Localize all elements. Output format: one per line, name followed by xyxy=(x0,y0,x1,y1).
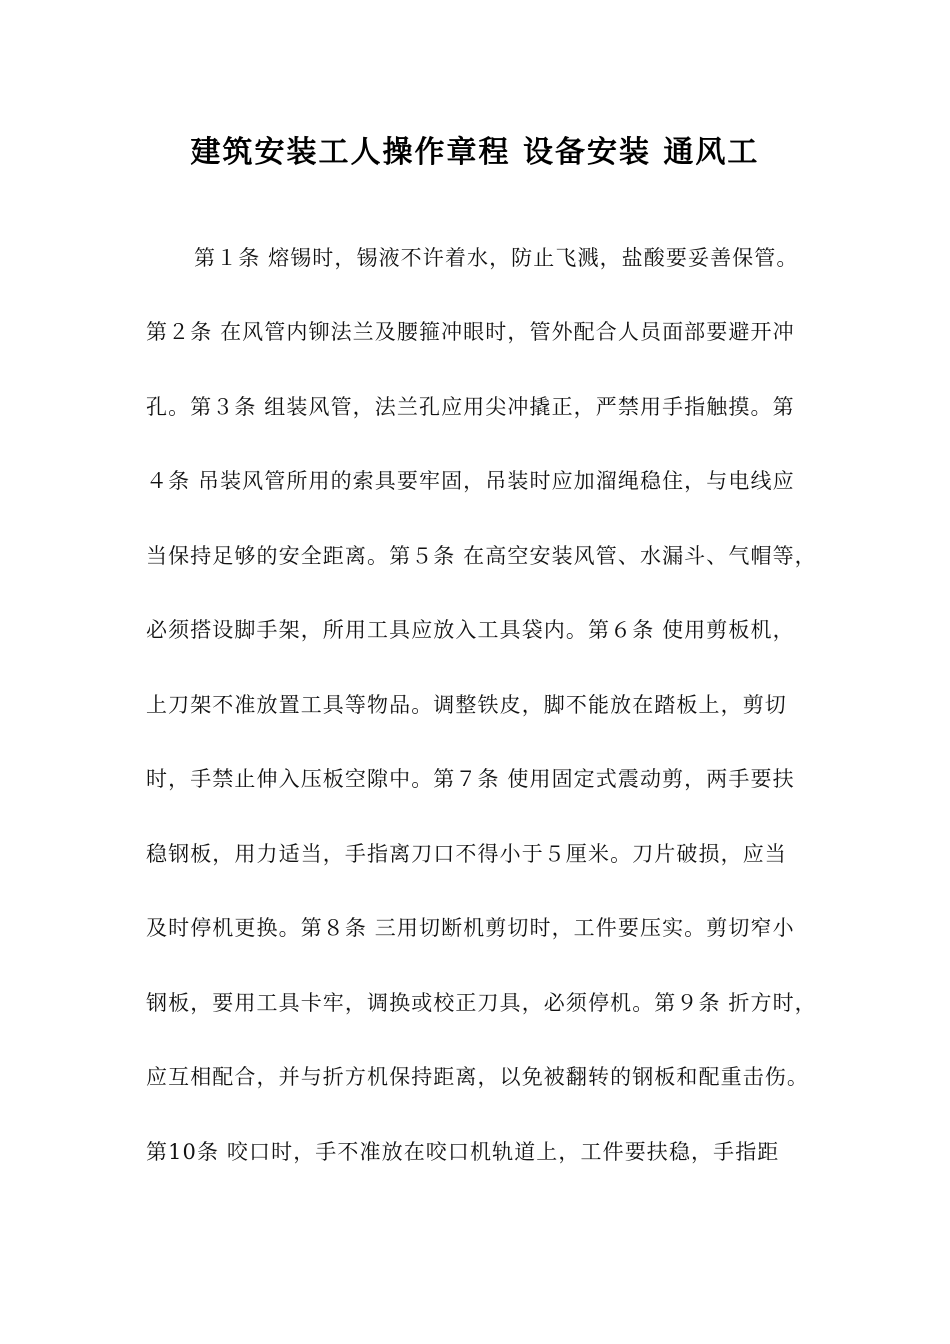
document-title: 建筑安装工人操作章程 设备安装 通风工 xyxy=(190,135,760,170)
body-line: 应互相配合，并与折方机保持距离，以免被翻转的钢板和配重击伤。 xyxy=(146,1065,809,1089)
body-line: 第１条 熔锡时，锡液不许着水，防止飞溅，盐酸要妥善保管。 xyxy=(194,246,799,270)
body-line: 及时停机更换。第８条 三用切断机剪切时，工件要压实。剪切窄小 xyxy=(146,916,795,940)
body-line: 钢板，要用工具卡牢，调换或校正刀具，必须停机。第９条 折方时， xyxy=(146,991,817,1015)
body-line: 当保持足够的安全距离。第５条 在高空安装风管、水漏斗、气帽等， xyxy=(146,544,817,568)
body-line: ４条 吊装风管所用的索具要牢固，吊装时应加溜绳稳住，与电线应 xyxy=(146,469,795,493)
body-line: 必须搭设脚手架，所用工具应放入工具袋内。第６条 使用剪板机， xyxy=(146,618,795,642)
body-line: 上刀架不准放置工具等物品。调整铁皮，脚不能放在踏板上，剪切 xyxy=(146,693,787,717)
body-line: 第10条 咬口时，手不准放在咬口机轨道上，工件要扶稳，手指距 xyxy=(146,1140,780,1164)
body-line: 时，手禁止伸入压板空隙中。第７条 使用固定式震动剪，两手要扶 xyxy=(146,767,795,791)
body-line: 孔。第３条 组装风管，法兰孔应用尖冲撬正，严禁用手指触摸。第 xyxy=(146,395,795,419)
body-line: 稳钢板，用力适当，手指离刀口不得小于５厘米。刀片破损，应当 xyxy=(146,842,787,866)
body-line: 第２条 在风管内铆法兰及腰箍冲眼时，管外配合人员面部要避开冲 xyxy=(146,320,795,344)
